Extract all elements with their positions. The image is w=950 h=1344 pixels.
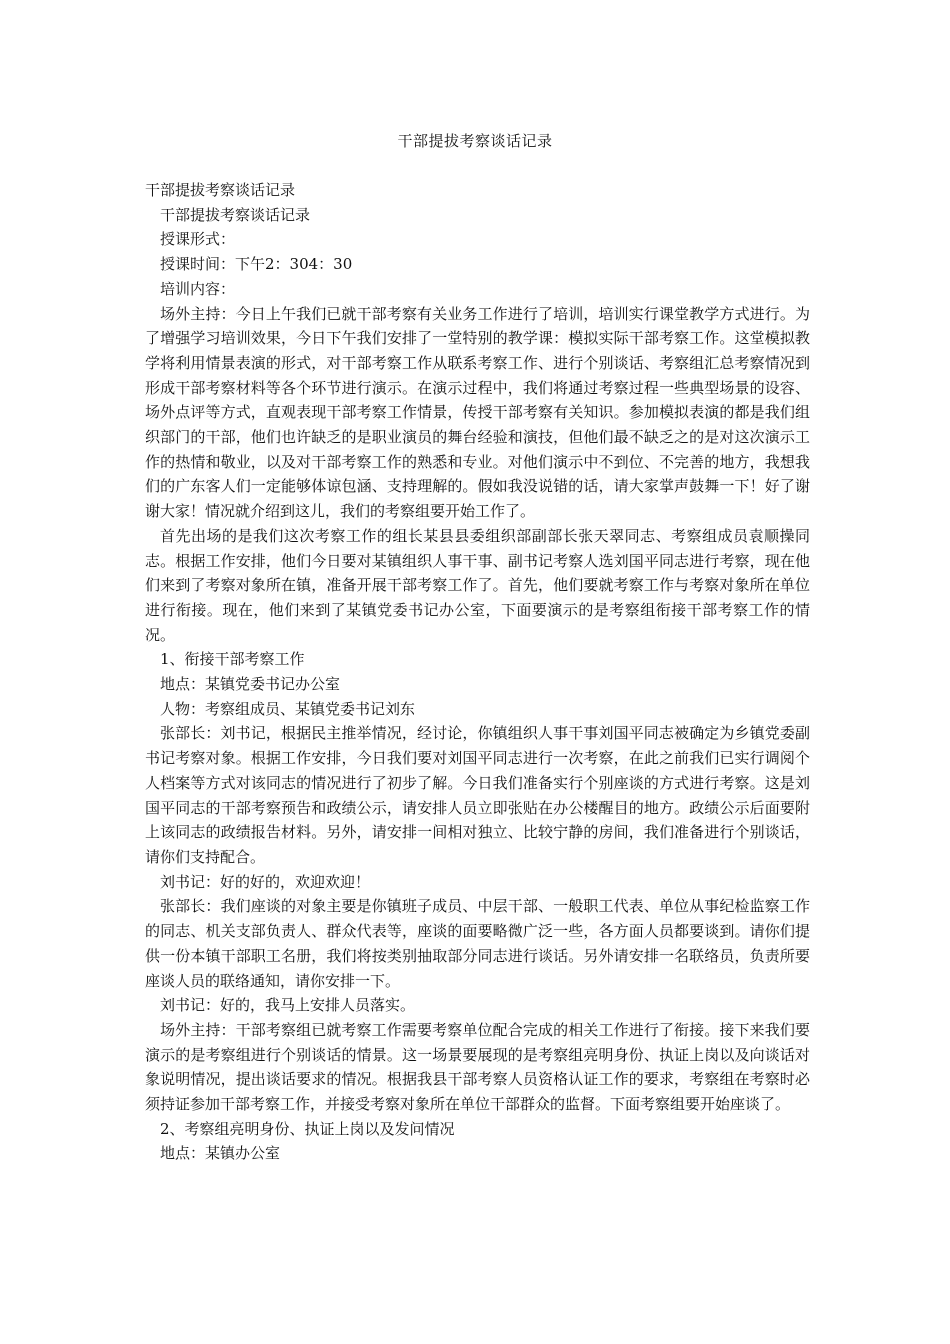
paragraph: 地点：某镇党委书记办公室 (160, 675, 341, 694)
paragraph: 2、考察组亮明身份、执证上岗以及发问情况 (160, 1119, 455, 1138)
paragraph: 人物：考察组成员、某镇党委书记刘东 (160, 699, 416, 718)
paragraph: 1、衔接干部考察工作 (160, 650, 305, 669)
paragraph: 授课形式： (160, 230, 236, 249)
paragraph: 场外主持：今日上午我们已就干部考察有关业务工作进行了培训，培训实行课堂教学方式进行。为了增强学习培训效果，今日下午我们安排了一堂特别的教学课：模拟实际干部考察工作。这堂模拟教学将利用情景表演的形式，对干部考察工作从联系考察工作、进行个别谈话、考察组汇总考察情况到形成干部考察材料等各个环节进行演示。在演示过程中，我们将通过考察过程一些典型场景的设容、场外点评等方式，直观表现干部考察工作情景，传授干部考察有关知识。参加模拟表演的都是我们组织部门的干部，他们也许缺乏的是职业演员的舞台经验和演技，但他们最不缺乏之的是对这次演示工作的热情和敬业，以及对干部考察工作的熟悉和专业。对他们演示中不到位、不完善的地方，我想我们的广东客人们一定能够体谅包涵、支持理解的。假如我没说错的话，请大家掌声鼓舞一下！好了谢谢大家！情况就介绍到这儿，我们的考察组要开始工作了。 (145, 304, 810, 521)
paragraph: 张部长：刘书记，根据民主推举情况，经讨论，你镇组织人事干事刘国平同志被确定为乡镇党委副书记考察对象。根据工作安排，今日我们要对刘国平同志进行一次考察，在此之前我们已实行调阅个人档案等方式对该同志的情况进行了初步了解。今日我们准备实行个别座谈的方式进行考察。这是刘国平同志的干部考察预告和政绩公示，请安排人员立即张贴在办公楼醒目的地方。政绩公示后面要附上该同志的政绩报告材料。另外，请安排一间相对独立、比较宁静的房间，我们准备进行个别谈话，请你们支持配合。 (145, 724, 810, 866)
paragraph: 刘书记：好的，我马上安排人员落实。 (160, 996, 416, 1015)
paragraph: 首先出场的是我们这次考察工作的组长某县县委组织部副部长张天翠同志、考察组成员袁顺操同志。根据工作安排，他们今日要对某镇组织人事干事、副书记考察人选刘国平同志进行考察，现在他们来到了考察对象所在镇，准备开展干部考察工作了。首先，他们要就考察工作与考察对象所在单位进行衔接。现在，他们来到了某镇党委书记办公室，下面要演示的是考察组衔接干部考察工作的情况。 (145, 526, 810, 644)
paragraph: 干部提拔考察谈话记录 (160, 205, 311, 224)
document-body (145, 178, 810, 1166)
paragraph: 授课时间：下午2：304：30 (160, 255, 353, 274)
paragraph: 刘书记：好的好的，欢迎欢迎！ (160, 872, 371, 891)
paragraph: 干部提拔考察谈话记录 (145, 181, 296, 199)
paragraph: 培训内容： (160, 279, 236, 298)
paragraph: 场外主持：干部考察组已就考察工作需要考察单位配合完成的相关工作进行了衔接。接下来我们要演示的是考察组进行个别谈话的情景。这一场景要展现的是考察组亮明身份、执证上岗以及向谈话对象说明情况，提出谈话要求的情况。根据我县干部考察人员资格认证工作的要求，考察组在考察时必须持证参加干部考察工作，并接受考察对象所在单位干部群众的监督。下面考察组要开始座谈了。 (145, 1020, 810, 1114)
document-title: 干部提拔考察谈话记录 (397, 132, 553, 150)
paragraph: 张部长：我们座谈的对象主要是你镇班子成员、中层干部、一般职工代表、单位从事纪检监察工作的同志、机关支部负责人、群众代表等，座谈的面要略微广泛一些，各方面人员都要谈到。请你们提供一份本镇干部职工名册，我们将按类别抽取部分同志进行谈话。另外请安排一名联络员，负责所要座谈人员的联络通知，请你安排一下。 (145, 897, 810, 990)
paragraph: 地点：某镇办公室 (160, 1144, 281, 1163)
